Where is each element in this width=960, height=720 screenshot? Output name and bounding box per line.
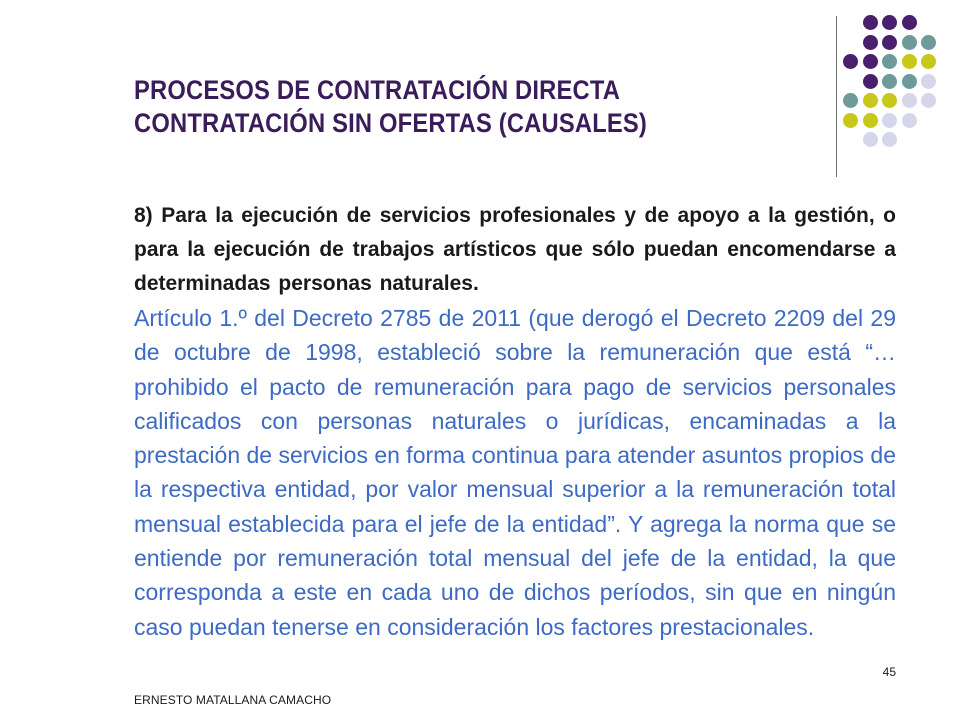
decorative-dot: [921, 93, 936, 108]
title-line-2: CONTRATACIÓN SIN OFERTAS (CAUSALES): [134, 108, 648, 138]
decorative-dot: [863, 93, 878, 108]
decorative-dot: [902, 93, 917, 108]
causal-item-8: 8) Para la ejecución de servicios profesionales y de apoyo a la gestión, o para la ejecución de trabajos artísticos que sólo puedan encomendarse a determinadas personas naturales.: [134, 204, 896, 295]
decorative-dot: [882, 113, 897, 128]
decorative-dot: [921, 74, 936, 89]
vertical-divider: [836, 16, 837, 177]
decorative-dot: [882, 132, 897, 147]
article-paragraph: Artículo 1.º del Decreto 2785 de 2011 (que derogó el Decreto 2209 del 29 de octubre de 1998, estableció sobre la remuneración que está “…prohibido el pacto de remuneración para pago de servicios personales calificados con personas naturales o jurídicas, encaminadas a la prestación de servicios en forma continua para atender asuntos propios de la respectiva entidad, por valor mensual superior a la remuneración total mensual establecida para el jefe de la entidad”. Y agrega la norma que se entiende por remuneración total mensual del jefe de la entidad, la que corresponda a este en cada uno de dichos períodos, sin que en ningún caso puedan tenerse en consideración los factores prestacionales.: [134, 305, 897, 640]
decorative-dot: [882, 54, 897, 69]
decorative-dot: [902, 54, 917, 69]
decorative-dot: [902, 15, 917, 30]
decorative-dot: [863, 15, 878, 30]
slide-body: [134, 199, 896, 644]
decorative-dot: [863, 35, 878, 50]
decorative-dot: [882, 74, 897, 89]
decorative-dot: [882, 15, 897, 30]
decorative-dot: [902, 113, 917, 128]
page-number: 45: [882, 665, 896, 679]
title-line-1: PROCESOS DE CONTRATACIÓN DIRECTA: [134, 75, 621, 105]
decorative-dot: [921, 35, 936, 50]
decorative-dot: [902, 35, 917, 50]
decorative-dot: [863, 113, 878, 128]
slide-title: [134, 74, 732, 140]
decorative-dot: [921, 54, 936, 69]
decorative-dot: [863, 132, 878, 147]
decorative-dot: [843, 113, 858, 128]
decorative-dot: [882, 93, 897, 108]
decorative-dot: [843, 54, 858, 69]
decorative-dot: [863, 74, 878, 89]
decorative-dot: [902, 74, 917, 89]
decorative-dot: [863, 54, 878, 69]
footer-author: ERNESTO MATALLANA CAMACHO: [134, 693, 332, 707]
decorative-dot: [843, 93, 858, 108]
decorative-dot: [882, 35, 897, 50]
